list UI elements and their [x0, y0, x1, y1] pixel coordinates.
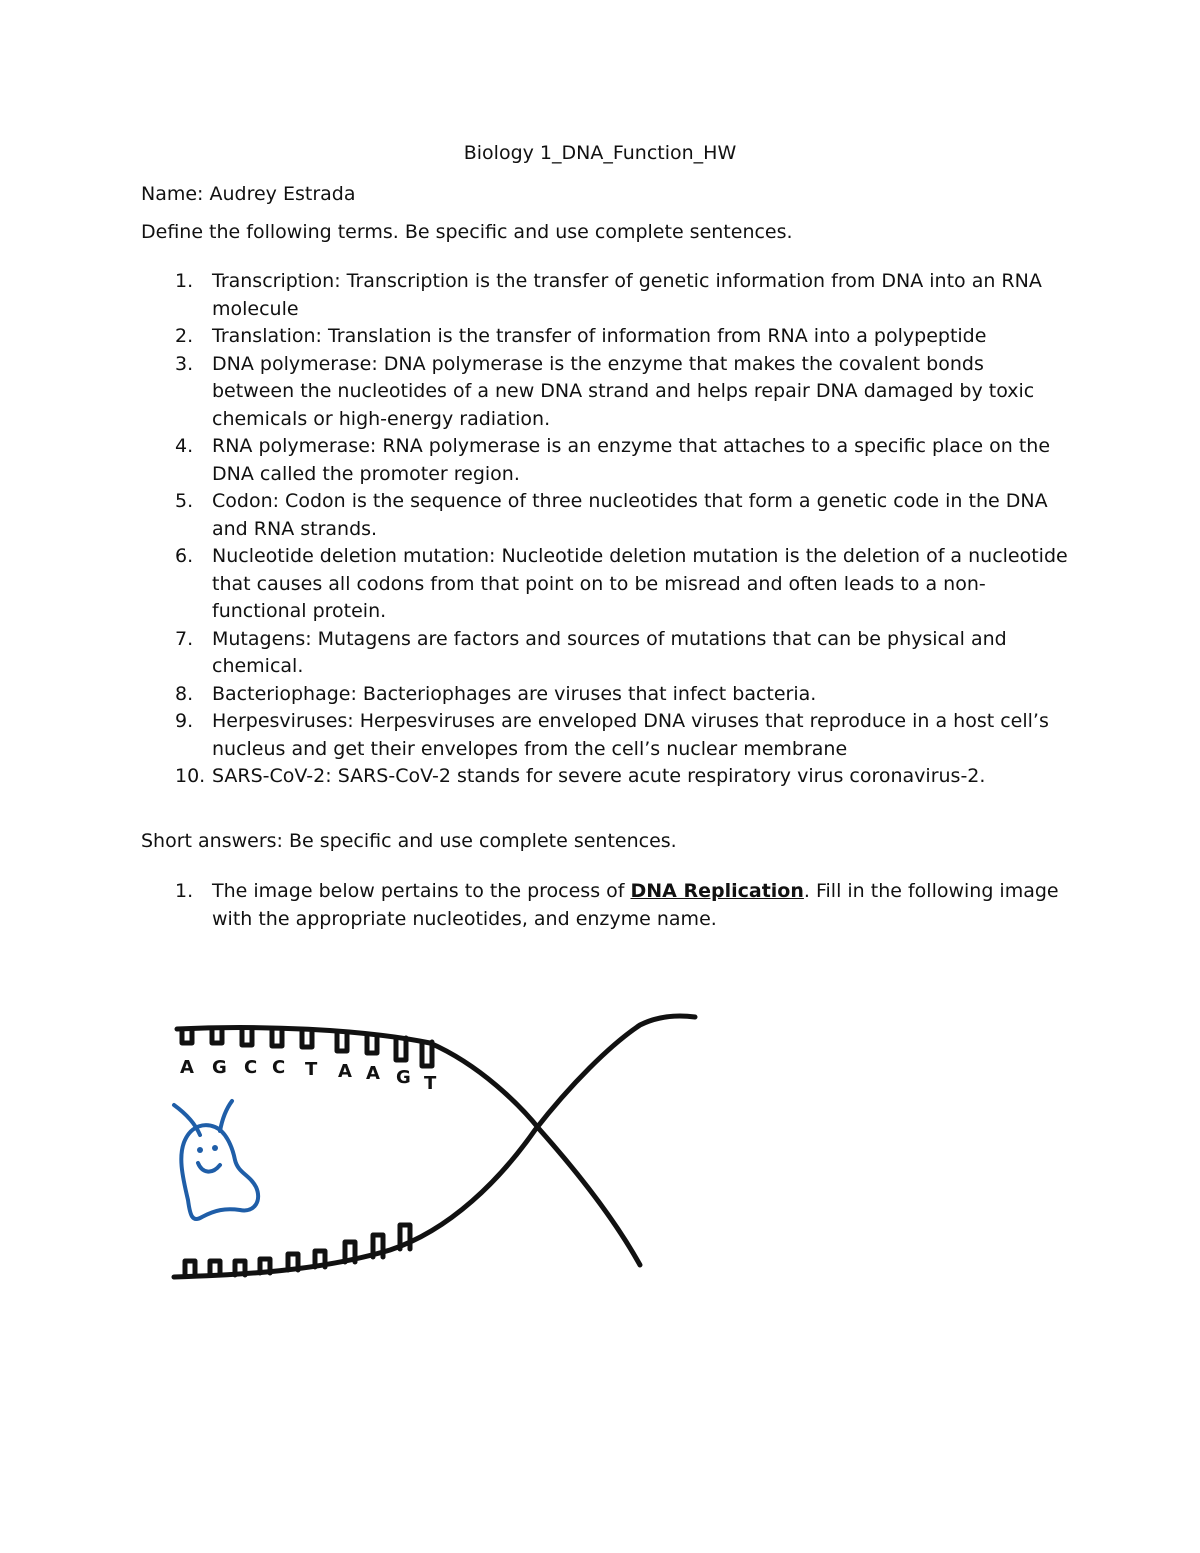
- nucleotide-label: A: [338, 1061, 352, 1082]
- bottom-rungs: [185, 1225, 410, 1275]
- nucleotide-label: A: [180, 1057, 194, 1078]
- list-item: 9. Herpesviruses: Herpesviruses are enveloped DNA viruses that reproduce in a host cell’s nucleus and get their envelopes from the cell’s nuclear membrane: [175, 710, 1049, 760]
- list-item: 1. The image below pertains to the process of DNA Replication. Fill in the following image with the appropriate nucleotides, and enzyme name.: [175, 880, 1059, 930]
- list-item: 8. Bacteriophage: Bacteriophages are viruses that infect bacteria.: [175, 682, 817, 705]
- dna-replication-drawing: [160, 1005, 720, 1295]
- list-item: 10. SARS-CoV-2: SARS-CoV-2 stands for severe acute respiratory virus coronavirus-2.: [175, 765, 986, 787]
- nucleotide-label: C: [244, 1057, 258, 1078]
- nucleotide-label: T: [424, 1073, 437, 1094]
- student-name: Name: Audrey Estrada: [141, 183, 356, 205]
- list-item: 3. DNA polymerase: DNA polymerase is the enzyme that makes the covalent bonds between the nucleotides of a new DNA strand and helps repair DNA damaged by toxic chemicals or high-energy radiation.: [175, 352, 1035, 430]
- page-title: Biology 1_DNA_Function_HW: [463, 142, 737, 164]
- list-item: 4. RNA polymerase: RNA polymerase is an enzyme that attaches to a specific place on the DNA called the promoter region.: [175, 435, 1051, 485]
- nucleotide-label: G: [396, 1067, 411, 1088]
- list-item: 6. Nucleotide deletion mutation: Nucleotide deletion mutation is the deletion of a nucleotide that causes all codons from that point on to be misread and often leads to a non-functional protein.: [175, 545, 1068, 622]
- nucleotide-label: T: [305, 1059, 318, 1080]
- short-answers-list: [141, 878, 1071, 933]
- list-item: 1. Transcription: Transcription is the transfer of genetic information from DNA into an RNA molecule: [175, 270, 1042, 320]
- nucleotide-label: A: [366, 1063, 380, 1084]
- enzyme-doodle: [174, 1101, 258, 1219]
- nucleotide-label: C: [272, 1057, 286, 1078]
- instructions: Define the following terms. Be specific and use complete sentences.: [141, 221, 793, 243]
- nucleotide-label: G: [212, 1057, 227, 1078]
- list-item: 7. Mutagens: Mutagens are factors and sources of mutations that can be physical and chemical.: [175, 627, 1007, 677]
- short-answers-heading: Short answers: Be specific and use complete sentences.: [141, 830, 677, 852]
- list-item: 2. Translation: Translation is the transfer of information from RNA into a polypeptide: [175, 325, 987, 347]
- definitions-list: [141, 268, 1071, 791]
- list-item: 5. Codon: Codon is the sequence of three nucleotides that form a genetic code in the DNA and RNA strands.: [175, 490, 1048, 540]
- answer-blank: DNA Replication: [630, 880, 804, 902]
- nucleotide-labels: [180, 1057, 437, 1094]
